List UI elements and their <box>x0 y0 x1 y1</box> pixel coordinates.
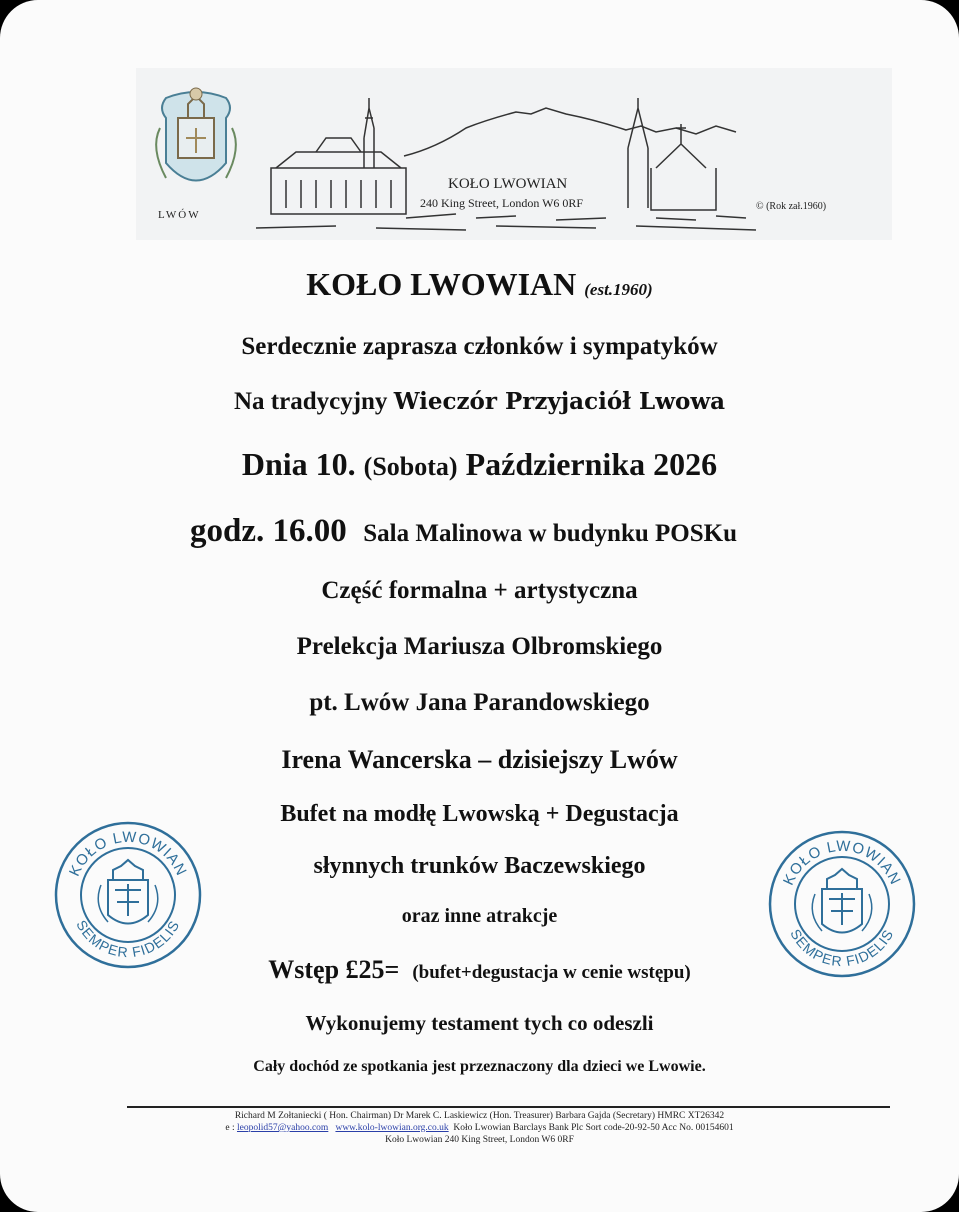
letterhead-org-name: KOŁO LWOWIAN <box>448 176 568 192</box>
website-link[interactable]: www.kolo-lwowian.org.co.uk <box>335 1123 449 1133</box>
testament-line: Wykonujemy testament tych co odeszli <box>305 1011 654 1035</box>
date-line: Dnia 10. (Sobota) Października 2026 <box>241 446 718 482</box>
letterhead-copyright: © (Rok zał.1960) <box>756 201 827 212</box>
stamp-right-icon <box>767 829 917 979</box>
event-line: Na tradycyjny Wieczór Przyjaciół Lwowa <box>233 388 726 415</box>
event-name: Wieczór Przyjaciół Lwowa <box>393 388 726 415</box>
poster-title: KOŁO LWOWIAN (est.1960) <box>306 266 653 302</box>
invite-line: Serdecznie zaprasza członków i sympatyków <box>241 333 718 360</box>
svg-text:KOŁO LWOWIAN: KOŁO LWOWIAN <box>66 828 190 879</box>
program-line-6: słynnych trunków Baczewskiego <box>313 853 646 879</box>
email-link[interactable]: leopolid57@yahoo.com <box>236 1123 329 1133</box>
svg-text:SEMPER FIDELIS: SEMPER FIDELIS <box>787 926 897 970</box>
letterhead-address: 240 King Street, London W6 0RF <box>420 196 584 210</box>
program-line-3: pt. Lwów Jana Parandowskiego <box>309 689 650 716</box>
svg-text:KOŁO LWOWIAN: KOŁO LWOWIAN <box>780 837 904 888</box>
lwow-coat-of-arms-icon <box>156 88 236 181</box>
proceeds-line: Cały dochód ze spotkania jest przeznaczony dla dzieci we Lwowie. <box>253 1058 706 1075</box>
footer-contact: e : leopolid57@yahoo.com www.kolo-lwowian.org.co.uk Koło Lwowian Barclays Bank Plc Sort code-20-92-50 Acc No. 00154601 <box>225 1123 734 1133</box>
program-line-7: oraz inne atrakcje <box>401 905 558 927</box>
program-line-4: Irena Wancerska – dzisiejszy Lwów <box>281 745 678 774</box>
stamp-left-icon <box>53 820 203 970</box>
svg-text:SEMPER FIDELIS: SEMPER FIDELIS <box>73 917 183 961</box>
footer-officers: Richard M Zołtaniecki ( Hon. Chairman) Dr Marek C. Laskiewicz (Hon. Treasurer) Barbara Gajda (Secretary) HMRC XT26342 <box>234 1111 725 1121</box>
city-label: LWÓW <box>158 209 201 221</box>
skyline-drawing <box>136 68 892 240</box>
letterhead <box>136 68 892 240</box>
program-line-2: Prelekcja Mariusza Olbromskiego <box>296 633 663 660</box>
footer-divider <box>127 1106 890 1108</box>
program-line-5: Bufet na modłę Lwowską + Degustacja <box>280 801 679 827</box>
program-line-1: Część formalna + artystyczna <box>321 577 638 604</box>
entry-line: Wstęp £25= (bufet+degustacja w cenie wstępu) <box>268 955 691 984</box>
footer-address: Koło Lwowian 240 King Street, London W6 0RF <box>385 1135 574 1145</box>
time-venue-line: godz. 16.00 Sala Malinowa w budynku POSKu <box>190 513 737 549</box>
